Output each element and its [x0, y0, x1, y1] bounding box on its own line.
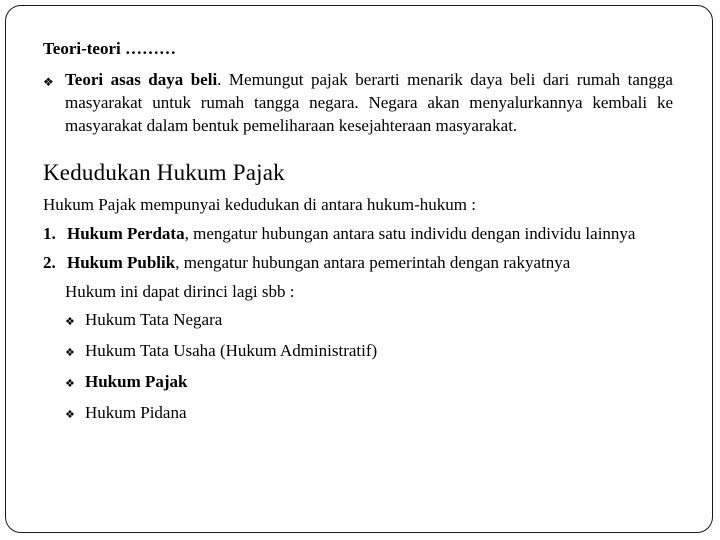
- theories-heading: Teori-teori ………: [43, 39, 176, 58]
- list-number: 2.: [43, 253, 56, 272]
- bookmark-bullet-icon: ❖: [65, 378, 75, 390]
- sub-item-label: Hukum Tata Usaha (Hukum Administratif): [85, 341, 378, 360]
- bookmark-bullet-icon: ❖: [65, 347, 75, 359]
- sub-intro: Hukum ini dapat dirinci lagi sbb :: [65, 282, 295, 301]
- theory-bold-title: Teori asas daya beli: [65, 70, 218, 89]
- bookmark-bullet-icon: ❖: [65, 316, 75, 328]
- list-item-hukum-perdata: [43, 222, 673, 245]
- list-description: , mengatur hubungan antara satu individu dengan individu lainnya: [184, 224, 636, 243]
- bookmark-bullet-icon: ❖: [43, 75, 54, 89]
- bookmark-bullet-icon: ❖: [65, 409, 75, 421]
- sub-item-hukum-pidana: [65, 401, 673, 427]
- sub-item-label: Hukum Pidana: [85, 403, 187, 422]
- theory-description: . Memungut pajak berarti menarik daya beli dari rumah tangga masyarakat untuk rumah tangga negara. Negara akan menyalurkannya kembali ke masyarakat dalam bentuk pemeliharaan kesejahteraan masyarakat.: [65, 70, 673, 135]
- list-text: [67, 251, 673, 274]
- sub-item-label: Hukum Tata Negara: [85, 310, 223, 329]
- sub-item-hukum-tata-negara: [65, 308, 673, 334]
- list-description: , mengatur hubungan antara pemerintah dengan rakyatnya: [175, 253, 571, 272]
- list-bold-term: Hukum Perdata: [67, 224, 185, 243]
- theory-bullet-item: [43, 68, 673, 137]
- slide-content: [43, 38, 673, 432]
- section-intro: Hukum Pajak mempunyai kedudukan di antara hukum-hukum :: [43, 195, 476, 214]
- sub-item-label: Hukum Pajak: [85, 372, 188, 391]
- theory-text: [65, 68, 673, 137]
- sub-item-hukum-tata-usaha: [65, 339, 673, 365]
- list-number: 1.: [43, 224, 56, 243]
- list-bold-term: Hukum Publik: [67, 253, 176, 272]
- section-title: Kedudukan Hukum Pajak: [43, 160, 285, 185]
- list-item-hukum-publik: [43, 251, 673, 274]
- sub-list: [65, 308, 673, 427]
- list-text: [67, 222, 673, 245]
- sub-item-hukum-pajak: [65, 370, 673, 396]
